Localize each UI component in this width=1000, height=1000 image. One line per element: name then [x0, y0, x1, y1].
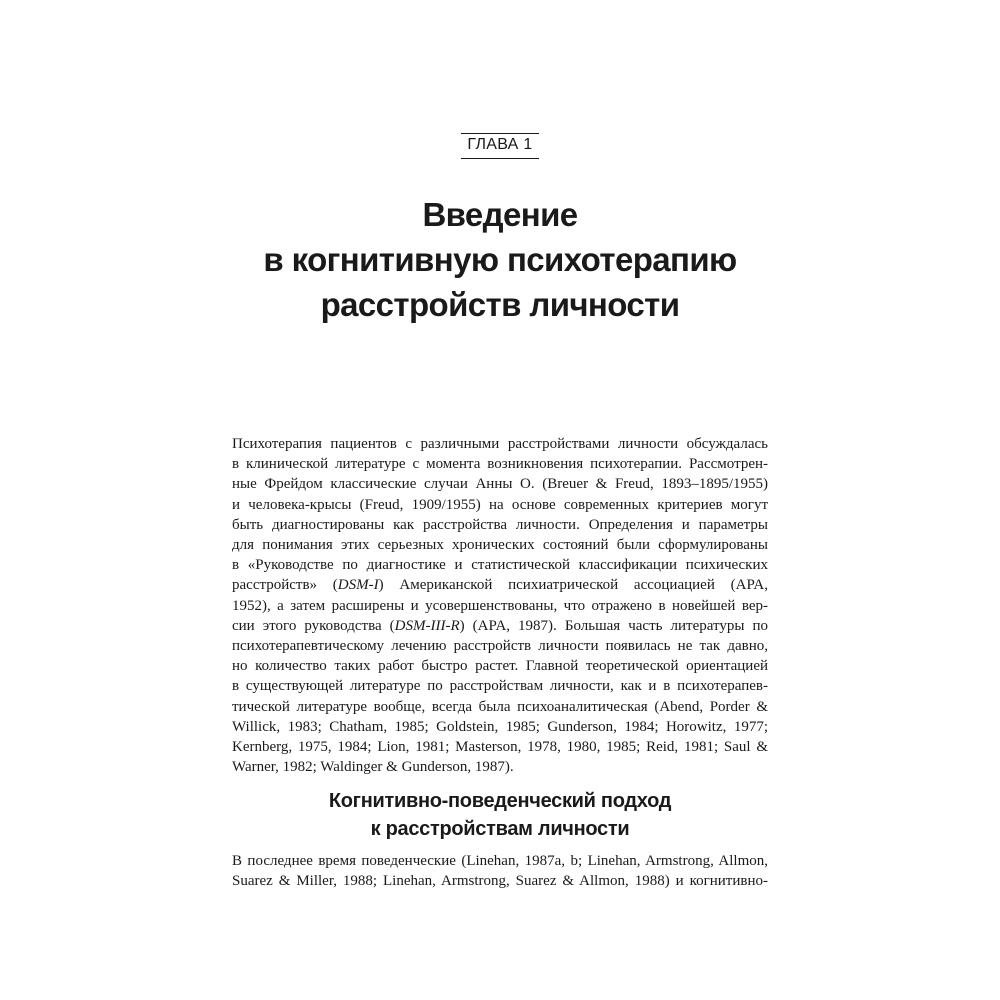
section-heading — [0, 787, 1000, 843]
text-line: в клинической литературе с момента возникновения психотерапии. Рассмотрен- — [232, 456, 768, 473]
text-line: в существующей литературе по расстройствам личности, как и в психотерапев- — [232, 678, 768, 695]
text-line: для понимания этих серьезных хронических состояний были сформулированы — [232, 537, 768, 554]
text-line: но количество таких работ быстро растет. Главной теоретической ориентацией — [232, 658, 768, 675]
chapter-label — [0, 133, 1000, 159]
chapter-title-line: расстройств личности — [320, 286, 680, 323]
chapter-title — [0, 192, 1000, 327]
text-line: Suarez & Miller, 1988; Linehan, Armstrong, Suarez & Allmon, 1988) и когнитивно- — [232, 873, 768, 890]
text-line: ные Фрейдом классические случаи Анны О. (Breuer & Freud, 1893–1895/1955) — [232, 476, 768, 493]
text-line: Warner, 1982; Waldinger & Gunderson, 1987). — [232, 759, 514, 776]
text-fragment: сии этого руководства ( — [232, 617, 395, 634]
chapter-number: ГЛАВА 1 — [461, 133, 538, 159]
text-line — [232, 575, 768, 595]
intro-paragraph — [232, 434, 768, 777]
chapter-title-line: в когнитивную психотерапию — [263, 241, 737, 278]
dsm-i-citation: DSM-I — [337, 577, 379, 594]
second-paragraph — [232, 851, 768, 891]
section-heading-line: Когнитивно-поведенческий подход — [328, 790, 672, 812]
dsm-iii-r-citation: DSM-III-R — [394, 617, 460, 634]
text-line: быть диагностированы как расстройства личности. Определения и параметры — [232, 516, 768, 533]
text-line: и человека-крысы (Freud, 1909/1955) на основе современных критериев могут — [232, 496, 768, 513]
text-fragment: ) (APA, 1987). Большая часть литературы по — [459, 617, 769, 634]
text-line: тической литературе вообще, всегда была психоаналитическая (Abend, Porder & — [232, 698, 768, 715]
section-heading-line: к расстройствам личности — [370, 818, 630, 840]
text-line: Психотерапия пациентов с различными расстройствами личности обсуждалась — [232, 436, 768, 452]
text-fragment: ) Американской психиатрической ассоциацией (APA, — [378, 577, 768, 594]
chapter-title-line: Введение — [422, 196, 578, 233]
text-line: психотерапевтическому лечению расстройств личности появилась не так давно, — [232, 638, 768, 655]
text-line: В последнее время поведенческие (Linehan, 1987a, b; Linehan, Armstrong, Allmon, — [232, 853, 768, 869]
text-line — [232, 616, 768, 636]
text-line: Willick, 1983; Chatham, 1985; Goldstein, 1985; Gunderson, 1984; Horowitz, 1977; — [232, 718, 768, 735]
text-line: в «Руководстве по диагностике и статистической классификации психических — [232, 557, 768, 574]
text-line: 1952), а затем расширены и усовершенствованы, что отражено в новейшей вер- — [232, 597, 768, 614]
text-fragment: расстройств» ( — [232, 577, 338, 594]
text-line: Kernberg, 1975, 1984; Lion, 1981; Masterson, 1978, 1980, 1985; Reid, 1981; Saul & — [232, 739, 768, 756]
